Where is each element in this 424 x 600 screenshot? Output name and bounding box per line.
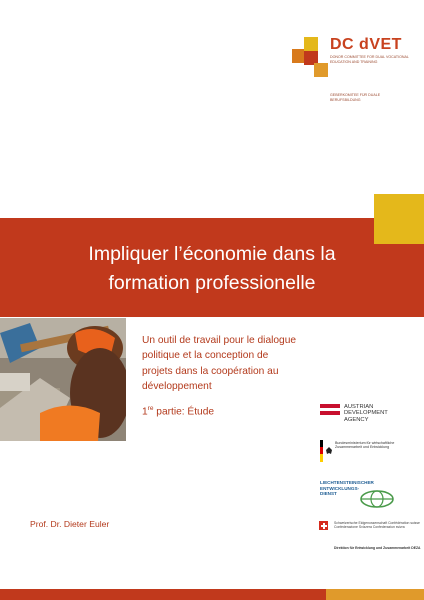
germany-flag-icon [320, 440, 323, 462]
swiss-flag-icon [319, 521, 328, 530]
band-accent-square [374, 194, 424, 244]
subtitle-line-4: développement [142, 381, 212, 393]
title-line-2: formation professionelle [108, 272, 316, 294]
bmz-logo-text: Bundesministerium für wirtschaftliche Zusammenarbeit und Entwicklung [335, 441, 395, 450]
author: Prof. Dr. Dieter Euler [30, 519, 110, 529]
footer-accent [326, 589, 424, 600]
part-suffix: re [147, 405, 154, 412]
globe-icon [360, 490, 394, 508]
cover-photo [0, 318, 126, 441]
ada-logo-text: AUSTRIAN DEVELOPMENT AGENCY [344, 404, 388, 423]
led-logo-text: LIECHTENSTEINISCHER ENTWICKLUNGS- DIENST [320, 480, 374, 497]
logo-subtitle-de: GEBERKOMITEE FÜR DUALE BERUFSBILDUNG [330, 93, 381, 102]
sdc-text: Direktion für Entwicklung und Zusammenarbeit DEZA [334, 546, 421, 550]
subtitle-line-2: politique et la conception de [142, 350, 269, 362]
subtitle-line-3: projets dans la coopération au [142, 365, 279, 377]
part-text: partie: Étude [153, 406, 215, 418]
subtitle-line-1: Un outil de travail pour le dialogue [142, 335, 297, 346]
austria-flag-icon [320, 404, 340, 417]
title-line-1: Impliquer l’économie dans la [88, 243, 336, 265]
subtitle [142, 333, 332, 395]
eagle-icon [325, 442, 333, 450]
part-label [142, 405, 214, 417]
part-number: 1 [142, 406, 148, 418]
logo-subtitle: DONOR COMMITTEE FOR DUAL VOCATIONAL EDUCATION AND TRAINING [330, 55, 409, 64]
logo-title: DC dVET [330, 36, 402, 53]
swiss-confederation-text: Schweizerische Eidgenossenschaft Confédération suisse Confederazione Svizzera Confederaziun svizra [334, 521, 420, 530]
document-title [40, 240, 384, 298]
